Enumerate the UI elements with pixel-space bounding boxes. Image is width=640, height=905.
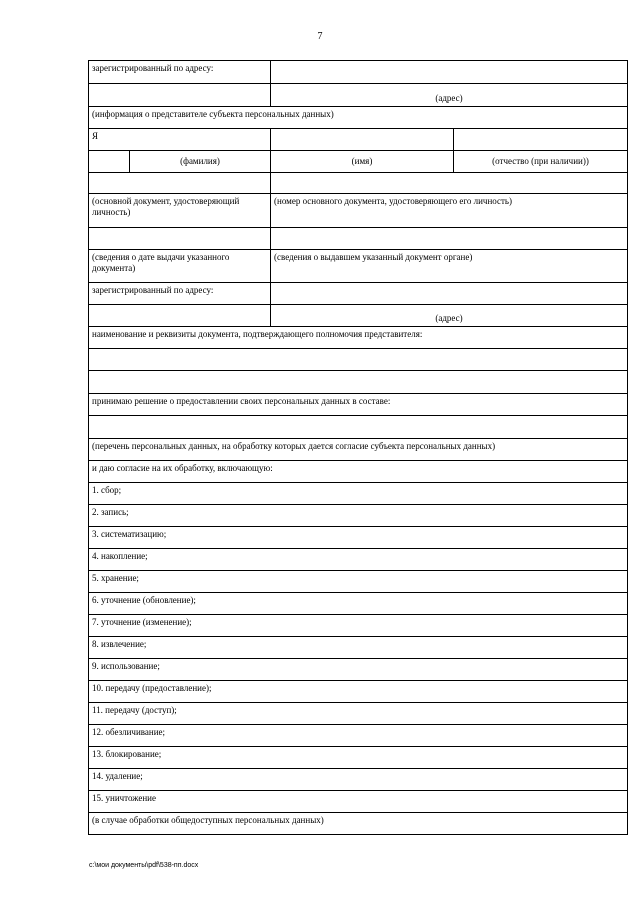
form-row: [89, 194, 628, 228]
processing-item-row: [89, 615, 628, 637]
processing-item: 3. систематизацию;: [89, 527, 628, 549]
name-field[interactable]: [271, 129, 454, 151]
registered-label: зарегистрированный по адресу:: [89, 283, 271, 305]
registered-address-field[interactable]: [271, 61, 628, 84]
processing-item: 5. хранение;: [89, 571, 628, 593]
form-row: [89, 107, 628, 129]
processing-item-row: [89, 505, 628, 527]
main-document-number-field[interactable]: [271, 173, 628, 194]
address-caption: (адрес): [271, 84, 628, 107]
form-row: [89, 394, 628, 416]
registered-label: зарегистрированный по адресу:: [89, 61, 271, 84]
blank-cell: [89, 151, 130, 173]
form-row: [89, 173, 628, 194]
form-row: [89, 228, 628, 250]
public-data-note: (в случае обработки общедоступных персональных данных): [89, 813, 628, 835]
surname-caption: (фамилия): [130, 151, 271, 173]
processing-item: 11. передачу (доступ);: [89, 703, 628, 725]
form-row: [89, 371, 628, 394]
processing-item-row: [89, 571, 628, 593]
form-row: [89, 151, 628, 173]
main-document-field[interactable]: [89, 173, 271, 194]
decision-text: принимаю решение о предоставлении своих персональных данных в составе:: [89, 394, 628, 416]
processing-item: 6. уточнение (обновление);: [89, 593, 628, 615]
processing-item: 1. сбор;: [89, 483, 628, 505]
representative-info-caption: (информация о представителе субъекта персональных данных): [89, 107, 628, 129]
processing-item-row: [89, 659, 628, 681]
processing-item: 9. использование;: [89, 659, 628, 681]
consent-text: и даю согласие на их обработку, включающую:: [89, 461, 628, 483]
authority-document-field[interactable]: [89, 349, 628, 371]
data-list-caption: (перечень персональных данных, на обработку которых дается согласие субъекта персональных данных): [89, 439, 628, 461]
page-number: 7: [317, 31, 323, 42]
file-path-footer: c:\мои документы\pdf\538-пп.docx: [89, 862, 199, 869]
processing-item: 15. уничтожение: [89, 791, 628, 813]
personal-data-list-field[interactable]: [89, 416, 628, 439]
processing-item-row: [89, 483, 628, 505]
processing-item-row: [89, 791, 628, 813]
consent-form-table: [88, 60, 628, 835]
processing-item-row: [89, 747, 628, 769]
form-row: [89, 250, 628, 283]
processing-item-row: [89, 769, 628, 791]
processing-items-list: [89, 483, 628, 813]
form-row: [89, 813, 628, 835]
processing-item: 2. запись;: [89, 505, 628, 527]
address-caption: (адрес): [271, 305, 628, 327]
i-label: Я: [89, 129, 271, 151]
form-row: [89, 461, 628, 483]
form-row: [89, 349, 628, 371]
processing-item-row: [89, 637, 628, 659]
processing-item: 13. блокирование;: [89, 747, 628, 769]
main-document-number-caption: (номер основного документа, удостоверяющего его личность): [271, 194, 628, 228]
processing-item-row: [89, 549, 628, 571]
blank-cell[interactable]: [89, 84, 271, 107]
processing-item-row: [89, 725, 628, 747]
processing-item: 10. передачу (предоставление);: [89, 681, 628, 703]
form-row: [89, 416, 628, 439]
processing-item-row: [89, 527, 628, 549]
form-row: [89, 305, 628, 327]
issue-date-field[interactable]: [89, 228, 271, 250]
form-row: [89, 283, 628, 305]
form-row: [89, 61, 628, 84]
authority-document-field[interactable]: [89, 371, 628, 394]
issuer-field[interactable]: [271, 228, 628, 250]
name-caption: (имя): [271, 151, 454, 173]
form-row: [89, 327, 628, 349]
form-row: [89, 84, 628, 107]
patronymic-field[interactable]: [454, 129, 628, 151]
processing-item: 7. уточнение (изменение);: [89, 615, 628, 637]
processing-item-row: [89, 681, 628, 703]
issue-date-caption: (сведения о дате выдачи указанного документа): [89, 250, 271, 283]
issuer-caption: (сведения о выдавшем указанный документ органе): [271, 250, 628, 283]
blank-cell[interactable]: [89, 305, 271, 327]
main-document-caption: (основной документ, удостоверяющий личность): [89, 194, 271, 228]
processing-item: 8. извлечение;: [89, 637, 628, 659]
processing-item-row: [89, 703, 628, 725]
form-row: [89, 439, 628, 461]
processing-item-row: [89, 593, 628, 615]
form-row: [89, 129, 628, 151]
processing-item: 12. обезличивание;: [89, 725, 628, 747]
patronymic-caption: (отчество (при наличии)): [454, 151, 628, 173]
registered-address-field[interactable]: [271, 283, 628, 305]
processing-item: 14. удаление;: [89, 769, 628, 791]
authority-document-label: наименование и реквизиты документа, подтверждающего полномочия представителя:: [89, 327, 628, 349]
processing-item: 4. накопление;: [89, 549, 628, 571]
